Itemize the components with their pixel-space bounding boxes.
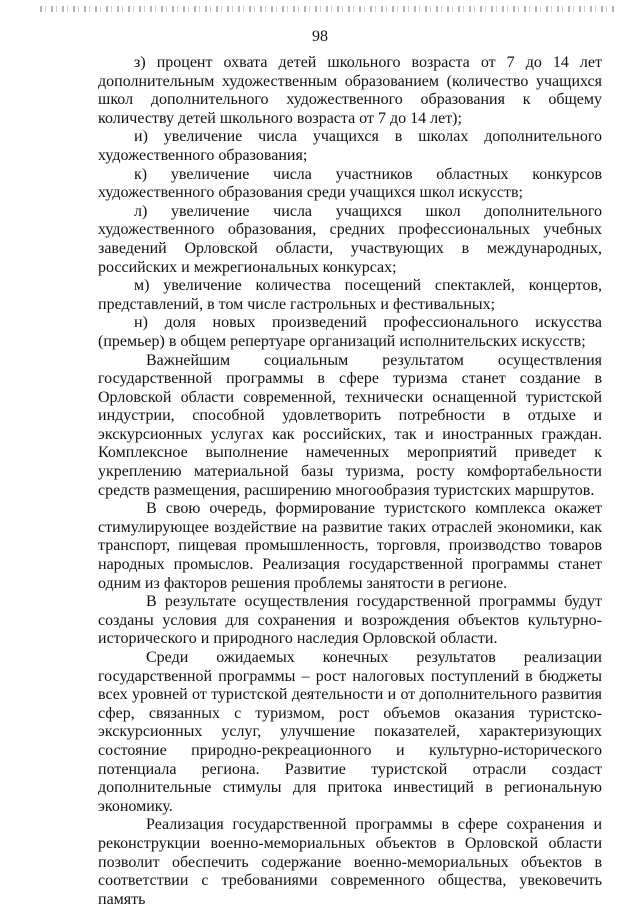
list-item-m: м) увеличение количества посещений спектаклей, концертов, представлений, в том числе гастрольных и фестивальных; [98,277,602,313]
list-item-l: л) увеличение числа учащихся школ дополнительного художественного образования, средних профессиональных учебных заведений Орловской области, участвующих в международных, российских и межрегиональных конкурсах; [98,202,602,276]
page-number: 98 [312,28,328,45]
document-body [98,54,602,909]
list-item-n: н) доля новых произведений профессионального искусства (премьер) в общем репертуаре организаций исполнительских искусств; [98,314,602,350]
list-item-k: к) увеличение числа участников областных конкурсов художественного образования среди учащихся школ искусств; [98,165,602,202]
paragraph-expected-results: Среди ожидаемых конечных результатов реализации государственной программы – рост налоговых поступлений в бюджеты всех уровней от туристской деятельности и от дополнительного развития сфер, связанных с туризмом, рост объемов оказания туристско-экскурсионных услуг, улучшение показателей, характеризующих состояние природно-рекреационного и культурно-исторического потенциала региона. Развитие туристской отрасли создаст дополнительные стимулы для притока инвестиций в региональную экономику. [98,649,602,815]
scan-edge-noise [40,6,615,12]
list-item-i: и) увеличение числа учащихся в школах дополнительного художественного образования; [98,128,602,164]
paragraph-economy-impact: В свою очередь, формирование туристского комплекса окажет стимулирующее воздействие на развитие таких отраслей экономики, как транспорт, пищевая промышленность, торговля, производство товаров народных промыслов. Реализация государственной программы станет одним из факторов решения проблемы занятости в регионе. [98,500,602,592]
paragraph-heritage: В результате осуществления государственной программы будут созданы условия для сохранения и возрождения объектов культурно-исторического и природного наследия Орловской области. [98,593,602,648]
list-item-z: з) процент охвата детей школьного возраста от 7 до 14 лет дополнительным художественным образованием (количество учащихся школ дополнительного художественного образования к общему количеству детей школьного возраста от 7 до 14 лет); [98,54,602,127]
paragraph-tourism-results: Важнейшим социальным результатом осуществления государственной программы в сфере туризма станет создание в Орловской области современной, технически оснащенной туристской индустрии, способной удовлетворить потребности в отдыхе и экскурсионных услугах как российских, так и иностранных граждан. Комплексное выполнение намеченных мероприятий приведет к укреплению материальной базы туризма, росту комфортабельности средств размещения, расширению многообразия туристских маршрутов. [98,351,602,499]
paragraph-memorials: Реализация государственной программы в сфере сохранения и реконструкции военно-мемориальных объектов в Орловской области позволит обеспечить содержание военно-мемориальных объектов в соответствии с требованиями современного общества, увековечить память [98,816,602,908]
